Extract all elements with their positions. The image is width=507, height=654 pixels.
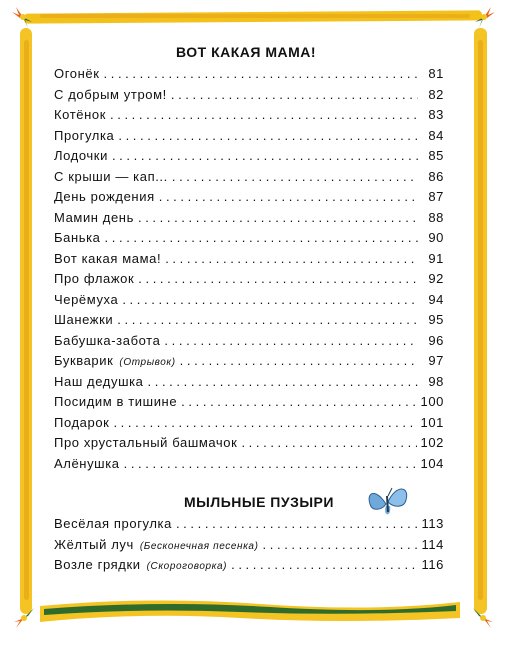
- toc-dot-leader: [124, 456, 417, 471]
- flower-corner-top-right-icon: [471, 4, 497, 30]
- section-title-bubbles: МЫЛЬНЫЕ ПУЗЫРИ: [184, 494, 334, 510]
- toc-dot-leader: [180, 353, 418, 368]
- flower-corner-top-left-icon: [10, 4, 36, 30]
- toc-page-number: 102: [420, 435, 444, 450]
- toc-page-number: 96: [428, 332, 444, 348]
- toc-entry: [54, 353, 444, 374]
- toc-dot-leader: [164, 333, 418, 348]
- toc-entry-title: Мамин день: [54, 209, 134, 225]
- toc-entry: [54, 107, 444, 128]
- toc-dot-leader: [112, 148, 418, 163]
- toc-entry: [54, 210, 444, 231]
- toc-entry: [54, 271, 444, 292]
- toc-entry: [54, 415, 444, 436]
- toc-entry-title: Банька: [54, 230, 101, 245]
- toc-entry-title: Бабушка-забота: [54, 332, 161, 348]
- toc-entry: [54, 516, 444, 537]
- toc-dot-leader: [138, 210, 418, 225]
- toc-dot-leader: [113, 415, 416, 430]
- frame-right-inner-stroke: [478, 40, 483, 600]
- toc-entry: [54, 333, 444, 354]
- toc-entry: [54, 87, 444, 108]
- toc-entry: [54, 169, 444, 190]
- toc-dot-leader: [138, 271, 418, 286]
- toc-page-number: 98: [428, 373, 444, 389]
- toc-dot-leader: [165, 251, 418, 266]
- toc-entry-title: Наш дедушка: [54, 373, 144, 389]
- flower-corner-bottom-left-icon: [12, 604, 38, 630]
- toc-dot-leader: [117, 312, 418, 327]
- toc-dot-leader: [159, 189, 418, 204]
- toc-page-number: 97: [428, 353, 444, 368]
- toc-entry-title: Огонёк: [54, 66, 100, 81]
- toc-entry-title: Шанежки: [54, 312, 114, 327]
- toc-entry-title: Прогулка: [54, 127, 115, 143]
- toc-entry-title: Черёмуха: [54, 291, 119, 307]
- toc-dot-leader: [104, 66, 419, 81]
- toc-dot-leader: [122, 292, 418, 307]
- toc-dot-leader: [176, 516, 418, 531]
- toc-page-number: 84: [428, 127, 444, 143]
- toc-entry-title: День рождения: [54, 189, 155, 204]
- toc-page-number: 86: [428, 168, 444, 184]
- toc-entry-title: Про хрустальный башмачок: [54, 435, 238, 450]
- toc-entry: [54, 394, 444, 415]
- toc-entry-title: Букварик: [54, 353, 114, 368]
- toc-page-number: 91: [428, 250, 444, 266]
- flower-corner-bottom-right-icon: [469, 604, 495, 630]
- toc-entry: [54, 374, 444, 395]
- toc-dot-leader: [118, 128, 418, 143]
- bottom-decorative-stripe: [40, 596, 460, 624]
- toc-list-section-1: [54, 66, 444, 476]
- toc-entry: [54, 148, 444, 169]
- toc-page-number: 92: [428, 271, 444, 286]
- toc-dot-leader: [172, 169, 418, 184]
- toc-page-number: 88: [428, 209, 444, 225]
- toc-entry-title: Про флажок: [54, 271, 135, 286]
- toc-entry-title: Жёлтый луч: [54, 536, 134, 552]
- toc-page-number: 81: [428, 66, 444, 81]
- toc-list-section-2: [54, 516, 444, 578]
- toc-page-number: 113: [421, 516, 444, 531]
- toc-entry-title: Котёнок: [54, 107, 106, 122]
- toc-page-number: 101: [420, 414, 444, 430]
- toc-page-number: 114: [421, 536, 444, 552]
- toc-entry: [54, 189, 444, 210]
- toc-dot-leader: [110, 107, 418, 122]
- toc-entry-title: Вот какая мама!: [54, 250, 162, 266]
- toc-entry-title: Весёлая прогулка: [54, 516, 172, 531]
- toc-entry: [54, 435, 444, 456]
- toc-entry-title: Подарок: [54, 414, 110, 430]
- toc-page-number: 83: [428, 107, 444, 122]
- toc-entry: [54, 456, 444, 477]
- frame-top-inner-stroke: [40, 14, 470, 18]
- toc-entry: [54, 230, 444, 251]
- toc-page-number: 85: [428, 148, 444, 163]
- toc-entry-title: Лодочки: [54, 148, 108, 163]
- toc-entry: [54, 66, 444, 87]
- toc-dot-leader: [171, 87, 418, 102]
- frame-left-inner-stroke: [24, 40, 29, 600]
- toc-entry-title: Возле грядки: [54, 557, 141, 572]
- toc-entry: [54, 292, 444, 313]
- toc-dot-leader: [231, 557, 417, 572]
- toc-page-number: 82: [428, 86, 444, 102]
- toc-entry: [54, 128, 444, 149]
- section-title-mama: ВОТ КАКАЯ МАМА!: [176, 44, 317, 60]
- toc-page-number: 90: [428, 230, 444, 245]
- toc-page-number: 87: [428, 189, 444, 204]
- toc-page-number: 95: [428, 312, 444, 327]
- toc-dot-leader: [263, 537, 418, 552]
- toc-entry-title: С крыши — кап...: [54, 168, 168, 184]
- toc-entry-title: Алёнушка: [54, 455, 120, 471]
- toc-entry: [54, 312, 444, 333]
- toc-entry: [54, 537, 444, 558]
- toc-dot-leader: [241, 435, 416, 450]
- toc-entry: [54, 251, 444, 272]
- toc-page-number: 100: [420, 394, 444, 409]
- toc-entry-subtitle: (Скороговорка): [146, 561, 228, 572]
- toc-dot-leader: [105, 230, 418, 245]
- toc-page-number: 104: [420, 455, 444, 471]
- toc-page-number: 94: [428, 291, 444, 307]
- toc-entry-title: Посидим в тишине: [54, 394, 178, 409]
- toc-dot-leader: [148, 374, 418, 389]
- toc-entry: [54, 557, 444, 578]
- toc-entry-subtitle: (Отрывок): [119, 357, 176, 368]
- toc-page-number: 116: [421, 557, 444, 572]
- toc-entry-subtitle: (Бесконечная песенка): [139, 540, 259, 552]
- toc-entry-title: С добрым утром!: [54, 86, 167, 102]
- toc-dot-leader: [181, 394, 416, 409]
